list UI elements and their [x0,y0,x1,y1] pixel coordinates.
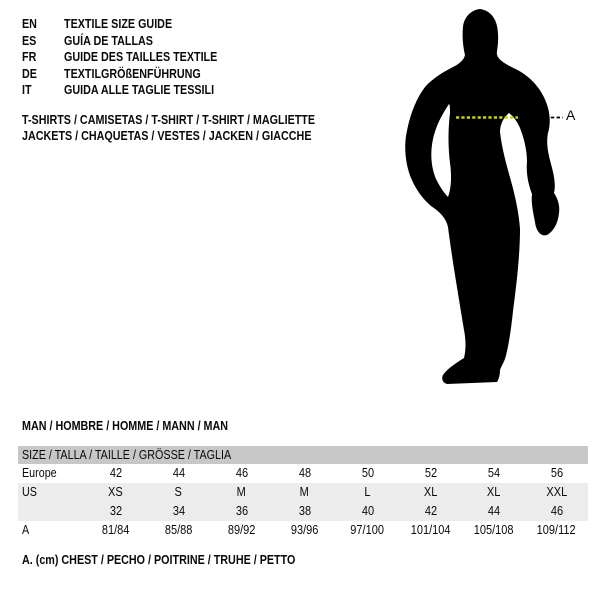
footnote-measure-a [22,553,340,568]
lang-code [22,49,64,66]
size-cell: 40 [361,504,374,518]
lang-code-text: ES [22,33,37,48]
table-row-europe [18,464,588,483]
size-cell: 50 [361,466,374,480]
size-cell: S [174,485,183,499]
lang-code-text: DE [22,66,37,81]
size-cell: XXL [546,485,567,499]
size-cell: XL [486,485,501,499]
lang-code [22,82,64,99]
category-line-jackets [22,128,363,144]
lang-row-it [22,82,242,99]
size-cell: 36 [235,504,248,518]
lang-title: GUIDE DES TAILLES TEXTILE [64,50,218,64]
size-cell: 85/88 [164,523,193,537]
size-cell: 44 [172,466,185,480]
lang-title: TEXTILGRÖßENFÜHRUNG [64,66,201,81]
lang-code [22,16,64,33]
lang-title: GUIDA ALLE TAGLIE TESSILI [64,83,215,97]
measure-label-a: A [566,107,576,123]
category-block [22,112,363,144]
size-cell: 44 [487,504,500,518]
size-cell: M [236,485,247,499]
row-label: US [22,485,37,499]
footnote-text: A. (cm) CHEST / PECHO / POITRINE / TRUHE / PETTO [22,553,296,567]
size-cell: 34 [172,504,185,518]
category-text: T-SHIRTS / CAMISETAS / T-SHIRT / T-SHIRT / MAGLIETTE [22,113,316,127]
row-label: A [22,523,30,537]
size-cell: 38 [298,504,311,518]
lang-code-text: IT [22,83,32,97]
lang-code-text: FR [22,50,37,64]
size-cell: 105/108 [473,523,514,537]
size-cell: 52 [424,466,437,480]
size-cell: 109/112 [537,523,576,537]
table-row-us [18,483,588,502]
size-cell: 42 [424,504,437,518]
row-label [18,502,84,521]
size-cell: 46 [235,466,248,480]
size-table-header-text: SIZE / TALLA / TAILLE / GRÖSSE / TAGLIA [22,448,232,462]
size-cell: 56 [550,466,563,480]
lang-code [22,66,64,83]
lang-row-fr [22,49,242,66]
size-cell: XS [108,485,123,499]
size-cell: 81/84 [101,523,130,537]
section-title [22,419,262,434]
size-cell: L [364,485,371,499]
language-title-block [22,16,242,99]
lang-row-en [22,16,242,33]
section-title-text: MAN / HOMBRE / HOMME / MANN / MAN [22,419,229,433]
size-cell: 32 [109,504,122,518]
lang-row-de [22,66,242,83]
size-cell: 101/104 [410,523,451,537]
lang-title: GUÍA DE TALLAS [64,33,153,48]
table-row-us-numeric [18,502,588,521]
man-silhouette-svg [400,0,600,400]
table-row-chest [18,521,588,540]
size-cell: 54 [487,466,500,480]
size-cell: M [299,485,310,499]
size-cell: 46 [550,504,563,518]
size-cell: 93/96 [290,523,319,537]
size-cell: 48 [298,466,311,480]
lang-row-es [22,33,242,50]
category-line-tshirts [22,112,363,128]
lang-code [22,33,64,50]
lang-code-text: EN [22,17,37,31]
size-cell: 97/100 [350,523,385,537]
lang-title: TEXTILE SIZE GUIDE [64,17,173,31]
size-table-header [18,446,588,464]
man-silhouette-figure [400,0,600,400]
man-silhouette-path [405,9,559,384]
category-text: JACKETS / CHAQUETAS / VESTES / JACKEN / GIACCHE [22,129,312,143]
size-cell: XL [423,485,438,499]
size-cell: 42 [109,466,122,480]
row-label: Europe [22,466,57,480]
size-cell: 89/92 [227,523,256,537]
size-table [18,446,588,540]
